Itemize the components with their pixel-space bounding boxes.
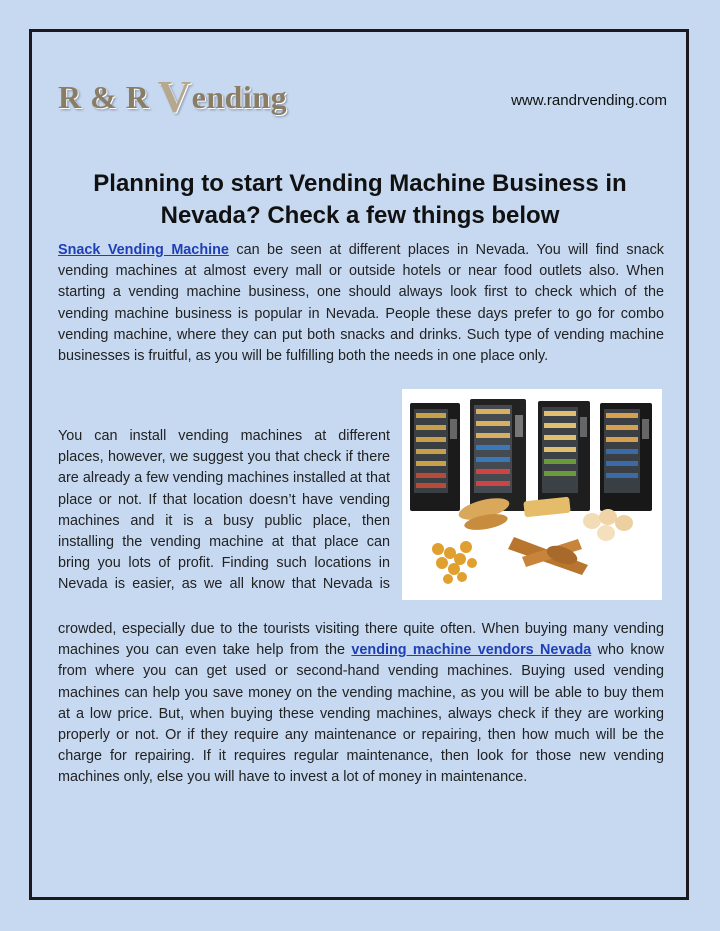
website-url[interactable]: www.randrvending.com xyxy=(511,92,667,109)
article-title: Planning to start Vending Machine Business in Nevada? Check a few things below xyxy=(93,170,627,229)
snack-vending-machine-link[interactable]: Snack Vending Machine xyxy=(58,242,229,258)
vending-machine-4 xyxy=(600,403,652,511)
install-locations-paragraph: You can install vending machines at different places, however, we suggest you that check if there are already a few vending machines installed at that place or not. If that location doesn’t have vending machines and it is a busy public place, then installing the vending machine at that place can bring you lots of profit. Finding such locations in Nevada is easier, as we all know that Nevada is xyxy=(58,428,390,593)
vending-machine-3 xyxy=(538,401,590,511)
buying-paragraph: crowded, especially due to the tourists visiting there quite often. When buying many vending machines you can even take help from the vending machine vendors Nevada who know from where you can get used or second-hand vending machines. Buying used vending machines can help you save money on the vending machine, as you will be able to buy them at a low price. But, when buying these vending machines, always check if they are working properly or not. Or if they require any maintenance or repairing, then how much will be the charge for repairing. If it requires regular maintenance, then look for those new vending machines only, else you will have to invest a lot of money in maintenance. xyxy=(58,621,664,786)
intro-paragraph: Snack Vending Machine can be seen at different places in Nevada. You will find snack vending machines at almost every mall or outside hotels or near food outlets also. When starting a vending machine business, one should always look first to check which of the vending machine business is popular in Nevada. People these days prefer to go for combo vending machine, where they can put both snacks and drinks. Such type of vending machine businesses is fruitful, as you will be fulfilling both the needs in one place only. xyxy=(58,242,664,365)
vending-machine-1 xyxy=(410,403,460,511)
vending-machines-photo xyxy=(402,389,662,600)
company-logo[interactable]: R & R Vending xyxy=(58,71,288,122)
vending-machine-2 xyxy=(470,399,526,511)
vending-machine-vendors-link[interactable]: vending machine vendors Nevada xyxy=(351,642,592,659)
